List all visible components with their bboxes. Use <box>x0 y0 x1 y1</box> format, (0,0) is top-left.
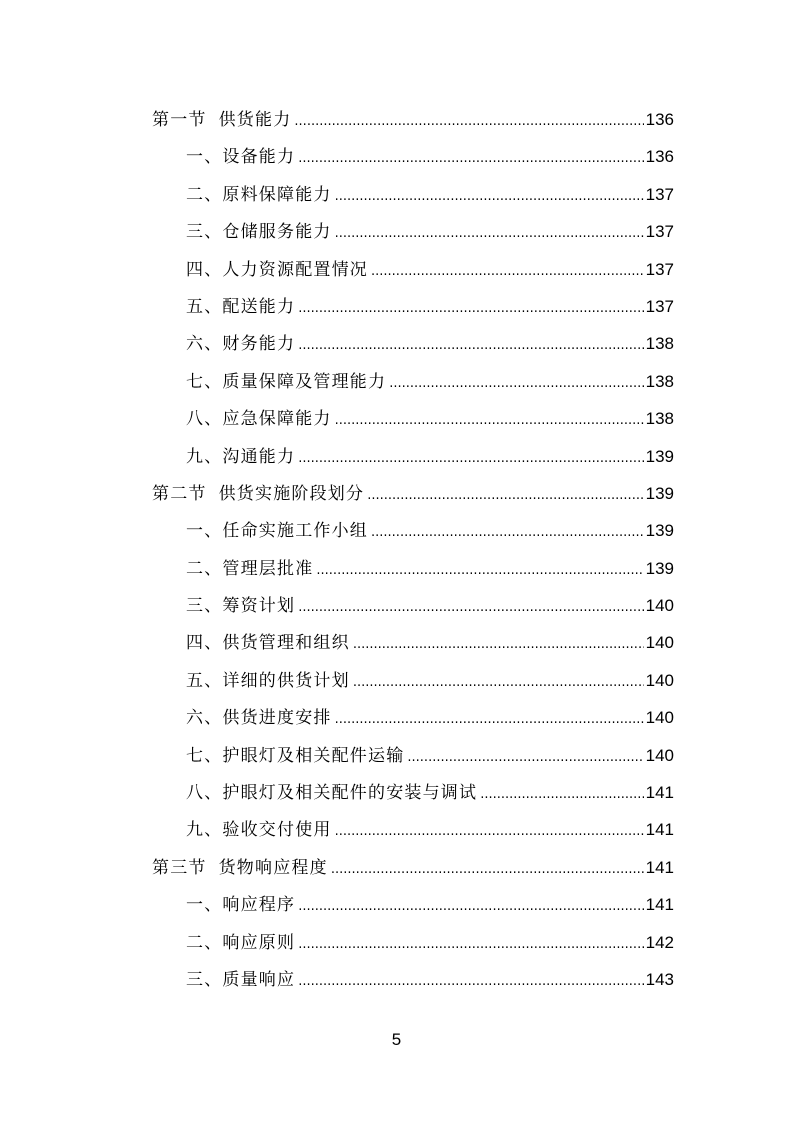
toc-entry-number: 一、 <box>186 147 223 168</box>
toc-dot-leader <box>371 514 644 551</box>
toc-entry-page: 140 <box>645 633 674 653</box>
toc-entry-page: 137 <box>645 259 674 279</box>
toc-entry-label <box>186 364 386 401</box>
toc-entry-label <box>186 439 295 476</box>
toc-entry-number: 五、 <box>186 296 223 317</box>
toc-subsection-entry[interactable] <box>152 400 674 437</box>
toc-entry-label <box>186 700 332 737</box>
toc-entry-title: 护眼灯及相关配件的安装与调试 <box>222 783 478 804</box>
toc-entry-number: 五、 <box>186 670 223 691</box>
toc-section-entry[interactable] <box>152 101 674 138</box>
toc-entry-page: 141 <box>645 783 674 803</box>
toc-entry-label <box>186 588 295 625</box>
toc-dot-leader <box>480 776 643 813</box>
toc-entry-title: 质量保障及管理能力 <box>222 371 387 392</box>
toc-entry-number: 三、 <box>186 596 223 617</box>
toc-entry-label <box>186 625 350 662</box>
toc-dot-leader <box>353 664 644 701</box>
toc-dot-leader <box>389 365 643 402</box>
toc-subsection-entry[interactable] <box>152 138 674 175</box>
toc-subsection-entry[interactable] <box>152 624 674 661</box>
toc-entry-label <box>186 962 295 999</box>
toc-entry-title: 供货能力 <box>218 110 292 130</box>
toc-entry-number: 六、 <box>186 334 223 355</box>
toc-entry-number: 第三节 <box>152 857 207 878</box>
toc-entry-page: 140 <box>645 670 674 690</box>
toc-dot-leader <box>298 140 643 177</box>
toc-dot-leader <box>407 739 643 776</box>
toc-dot-leader <box>298 963 643 1000</box>
toc-entry-label <box>186 663 350 700</box>
toc-entry-number: 四、 <box>186 633 223 654</box>
toc-entry-number: 第二节 <box>152 483 207 504</box>
toc-subsection-entry[interactable] <box>152 961 674 998</box>
toc-entry-page: 138 <box>645 371 674 391</box>
toc-entry-number: 三、 <box>186 969 223 990</box>
toc-subsection-entry[interactable] <box>152 438 674 475</box>
toc-subsection-entry[interactable] <box>152 811 674 848</box>
toc-entry-label <box>186 401 332 438</box>
toc-entry-label <box>186 775 477 812</box>
toc-dot-leader <box>294 103 643 140</box>
toc-entry-page: 141 <box>645 820 674 840</box>
toc-entry-page: 136 <box>645 147 674 167</box>
toc-entry-label <box>186 289 295 326</box>
toc-entry-number: 二、 <box>186 932 223 953</box>
toc-entry-number: 一、 <box>186 521 223 542</box>
toc-entry-title: 原料保障能力 <box>222 184 332 205</box>
toc-dot-leader <box>298 327 643 364</box>
toc-entry-page: 137 <box>645 222 674 242</box>
toc-subsection-entry[interactable] <box>152 737 674 774</box>
toc-entry-label <box>186 551 313 588</box>
toc-entry-label <box>152 476 364 513</box>
toc-entry-label <box>186 252 368 289</box>
toc-dot-leader <box>298 290 643 327</box>
toc-entry-label <box>186 925 295 962</box>
toc-entry-title: 应急保障能力 <box>222 409 332 430</box>
toc-subsection-entry[interactable] <box>152 924 674 961</box>
toc-subsection-entry[interactable] <box>152 587 674 624</box>
toc-subsection-entry[interactable] <box>152 288 674 325</box>
toc-dot-leader <box>298 926 643 963</box>
toc-entry-number: 二、 <box>186 558 223 579</box>
toc-entry-label <box>186 812 332 849</box>
toc-entry-title: 供货管理和组织 <box>222 633 350 654</box>
toc-subsection-entry[interactable] <box>152 213 674 250</box>
toc-entry-label <box>186 177 332 214</box>
toc-entry-title: 货物响应程度 <box>218 857 328 878</box>
toc-entry-page: 139 <box>645 558 674 578</box>
toc-entry-page: 139 <box>645 483 674 503</box>
toc-entry-title: 响应程序 <box>222 895 296 916</box>
toc-section-entry[interactable] <box>152 475 674 512</box>
toc-dot-leader <box>331 851 644 888</box>
toc-entry-title: 质量响应 <box>222 969 296 990</box>
toc-entry-title: 配送能力 <box>222 296 296 317</box>
toc-entry-page: 143 <box>645 969 674 989</box>
toc-entry-page: 138 <box>645 334 674 354</box>
toc-entry-page: 140 <box>645 708 674 728</box>
toc-dot-leader <box>335 813 644 850</box>
toc-entry-page: 141 <box>645 895 674 915</box>
toc-entry-title: 沟通能力 <box>222 446 296 467</box>
toc-entry-label <box>186 214 332 251</box>
toc-dot-leader <box>353 626 644 663</box>
toc-entry-label <box>186 738 404 775</box>
toc-dot-leader <box>335 215 644 252</box>
toc-subsection-entry[interactable] <box>152 251 674 288</box>
toc-dot-leader <box>298 440 643 477</box>
toc-entry-page: 139 <box>645 521 674 541</box>
toc-subsection-entry[interactable] <box>152 325 674 362</box>
toc-entry-title: 筹资计划 <box>222 596 296 617</box>
toc-entry-page: 137 <box>645 184 674 204</box>
toc-subsection-entry[interactable] <box>152 774 674 811</box>
toc-entry-title: 响应原则 <box>222 932 296 953</box>
toc-dot-leader <box>316 552 643 589</box>
toc-entry-title: 供货实施阶段划分 <box>218 483 365 504</box>
toc-entry-page: 140 <box>645 596 674 616</box>
toc-dot-leader <box>335 402 644 439</box>
toc-section-entry[interactable] <box>152 849 674 886</box>
toc-subsection-entry[interactable] <box>152 512 674 549</box>
toc-subsection-entry[interactable] <box>152 662 674 699</box>
toc-entry-page: 139 <box>645 446 674 466</box>
toc-entry-title: 仓储服务能力 <box>222 222 332 243</box>
toc-entry-number: 八、 <box>186 783 223 804</box>
toc-entry-label <box>186 139 295 176</box>
toc-entry-number: 第一节 <box>152 110 207 130</box>
toc-dot-leader <box>298 888 643 925</box>
toc-entry-title: 详细的供货计划 <box>222 670 350 691</box>
page-number: 5 <box>391 1030 402 1049</box>
toc-dot-leader <box>335 178 644 215</box>
toc-entry-number: 八、 <box>186 409 223 430</box>
toc-entry-title: 供货进度安排 <box>222 708 332 729</box>
toc-subsection-entry[interactable] <box>152 886 674 923</box>
toc-entry-title: 设备能力 <box>222 147 296 168</box>
toc-dot-leader <box>298 589 643 626</box>
toc-entry-title: 验收交付使用 <box>222 820 332 841</box>
toc-entry-title: 人力资源配置情况 <box>222 259 369 280</box>
toc-subsection-entry[interactable] <box>152 550 674 587</box>
toc-entry-title: 护眼灯及相关配件运输 <box>222 745 405 766</box>
toc-dot-leader <box>335 701 644 738</box>
toc-subsection-entry[interactable] <box>152 699 674 736</box>
toc-entry-number: 四、 <box>186 259 223 280</box>
toc-entry-number: 九、 <box>186 446 223 467</box>
toc-subsection-entry[interactable] <box>152 176 674 213</box>
toc-entry-label <box>152 102 291 139</box>
toc-entry-page: 141 <box>645 857 674 877</box>
toc-entry-page: 140 <box>645 745 674 765</box>
toc-entry-number: 七、 <box>186 371 223 392</box>
toc-entry-label <box>152 850 328 887</box>
toc-entry-title: 财务能力 <box>222 334 296 355</box>
toc-entry-page: 142 <box>645 932 674 952</box>
toc-entry-number: 七、 <box>186 745 223 766</box>
toc-entry-label <box>186 887 295 924</box>
toc-entry-number: 二、 <box>186 184 223 205</box>
toc-entry-page: 138 <box>645 409 674 429</box>
toc-entry-page: 137 <box>645 296 674 316</box>
toc-entry-page: 136 <box>645 110 674 129</box>
toc-subsection-entry[interactable] <box>152 363 674 400</box>
toc-entry-title: 任命实施工作小组 <box>222 521 369 542</box>
toc-entry-label <box>186 326 295 363</box>
toc-entry-number: 六、 <box>186 708 223 729</box>
table-of-contents <box>152 101 674 998</box>
toc-dot-leader <box>367 477 643 514</box>
toc-entry-title: 管理层批准 <box>222 558 314 579</box>
toc-entry-number: 三、 <box>186 222 223 243</box>
toc-entry-number: 一、 <box>186 895 223 916</box>
toc-dot-leader <box>371 253 644 290</box>
toc-entry-label <box>186 513 368 550</box>
toc-entry-number: 九、 <box>186 820 223 841</box>
